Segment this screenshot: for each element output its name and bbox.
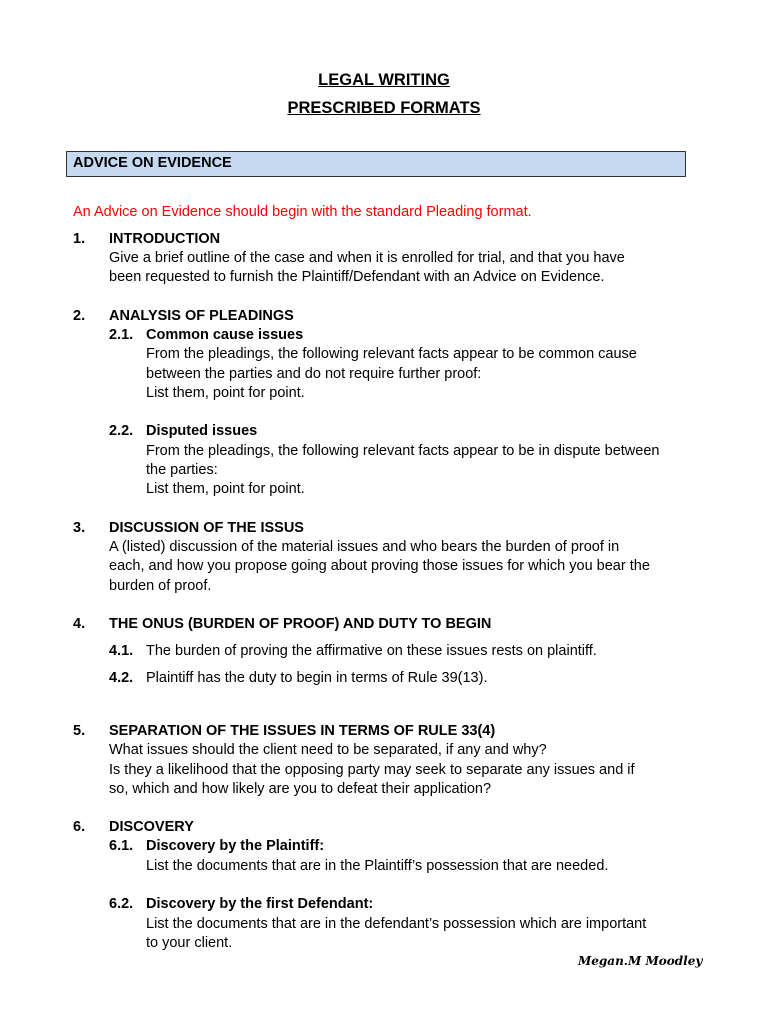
document-subtitle: PRESCRIBED FORMATS	[287, 99, 481, 117]
subsection-number: 4.1.	[109, 643, 134, 659]
body-line: so, which and how likely are you to defeat their application?	[109, 781, 492, 797]
section-heading: SEPARATION OF THE ISSUES IN TERMS OF RULE 33(4)	[109, 723, 496, 739]
section-heading: ANALYSIS OF PLEADINGS	[109, 308, 294, 324]
section-heading: DISCUSSION OF THE ISSUS	[109, 520, 304, 536]
author-signature: Megan.M Moodley	[578, 954, 703, 968]
section-heading-box: ADVICE ON EVIDENCE	[66, 151, 686, 177]
body-line: each, and how you propose going about proving those issues for which you bear the	[109, 558, 650, 574]
section-number: 5.	[73, 723, 86, 739]
body-line: Give a brief outline of the case and when it is enrolled for trial, and that you have	[109, 250, 625, 266]
body-line: From the pleadings, the following relevant facts appear to be in dispute between	[146, 443, 660, 459]
section-number: 3.	[73, 520, 86, 536]
body-line: A (listed) discussion of the material issues and who bears the burden of proof in	[109, 539, 620, 555]
body-line: List the documents that are in the defendant’s possession which are important	[146, 916, 647, 932]
intro-note: An Advice on Evidence should begin with the standard Pleading format.	[73, 204, 532, 220]
body-line: to your client.	[146, 935, 233, 951]
body-line: the parties:	[146, 462, 218, 478]
body-line: From the pleadings, the following relevant facts appear to be common cause	[146, 346, 637, 362]
body-line: Plaintiff has the duty to begin in terms of Rule 39(13).	[146, 670, 488, 686]
subsection-number: 4.2.	[109, 670, 134, 686]
body-line: What issues should the client need to be separated, if any and why?	[109, 742, 547, 758]
section-number: 1.	[73, 231, 86, 247]
section-heading: THE ONUS (BURDEN OF PROOF) AND DUTY TO BEGIN	[109, 616, 492, 632]
subsection-heading: Discovery by the Plaintiff:	[146, 838, 325, 854]
subsection-number: 2.2.	[109, 423, 134, 439]
body-line: burden of proof.	[109, 578, 212, 594]
body-line: The burden of proving the affirmative on these issues rests on plaintiff.	[146, 643, 597, 659]
body-line: between the parties and do not require further proof:	[146, 366, 482, 382]
body-line: Is they a likelihood that the opposing party may seek to separate any issues and if	[109, 762, 635, 778]
body-line: List them, point for point.	[146, 481, 305, 497]
subsection-number: 2.1.	[109, 327, 134, 343]
section-number: 6.	[73, 819, 86, 835]
subsection-heading: Disputed issues	[146, 423, 258, 439]
subsection-heading: Discovery by the first Defendant:	[146, 896, 374, 912]
body-line: List them, point for point.	[146, 385, 305, 401]
section-number: 2.	[73, 308, 86, 324]
section-heading: INTRODUCTION	[109, 231, 221, 247]
subsection-number: 6.1.	[109, 838, 134, 854]
body-line: List the documents that are in the Plaintiff’s possession that are needed.	[146, 858, 609, 874]
subsection-number: 6.2.	[109, 896, 134, 912]
body-line: been requested to furnish the Plaintiff/Defendant with an Advice on Evidence.	[109, 269, 605, 285]
section-heading: DISCOVERY	[109, 819, 194, 835]
subsection-heading: Common cause issues	[146, 327, 304, 343]
section-number: 4.	[73, 616, 86, 632]
document-title: LEGAL WRITING	[318, 71, 450, 89]
